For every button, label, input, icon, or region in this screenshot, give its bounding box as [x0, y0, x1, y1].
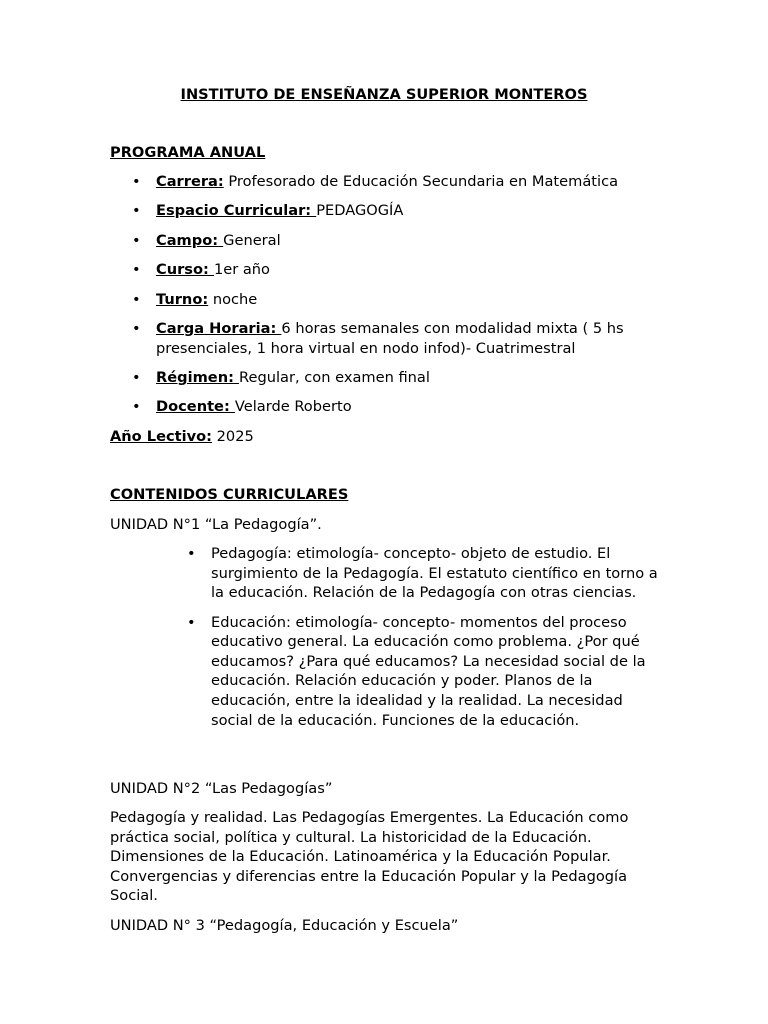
institute-title: INSTITUTO DE ENSEÑANZA SUPERIOR MONTEROS	[180, 86, 588, 103]
academic-year-label: Año Lectivo:	[110, 428, 212, 445]
bullet-icon: •	[187, 613, 196, 631]
program-item-docente	[110, 397, 670, 417]
bullet-icon: •	[132, 398, 141, 416]
bullet-icon: •	[132, 231, 141, 249]
item-value: Regular, con examen final	[239, 368, 430, 386]
unit1-item-text: Pedagogía: etimología- concepto- objeto de estudio. El surgimiento de la Pedagogía. El estatuto científico en torno a la educación. Relación de la Pedagogía con otras ciencias.	[211, 545, 658, 602]
item-label: Carrera:	[156, 173, 224, 190]
item-label: Espacio Curricular:	[156, 202, 317, 220]
item-value: 1er año	[213, 261, 270, 279]
unit2-text: Pedagogía y realidad. Las Pedagogías Emergentes. La Educación como práctica social, política y cultural. La historicidad de la Educación. Dimensiones de la Educación. Latinoamérica y la Educación Popular. Convergencias y diferencias entre la Educación Popular y la Pedagogía Social.	[110, 809, 629, 905]
academic-year-value: 2025	[212, 428, 254, 445]
item-label: Régimen:	[156, 368, 239, 386]
program-item-regimen	[110, 368, 670, 388]
contents-heading: CONTENIDOS CURRICULARES	[110, 486, 349, 503]
item-label: Turno:	[156, 290, 209, 308]
bullet-icon: •	[132, 319, 141, 337]
unit1-item	[165, 544, 665, 603]
item-value: PEDAGOGÍA	[316, 202, 404, 220]
unit1-list	[165, 544, 665, 740]
program-item-turno	[110, 290, 670, 310]
item-value: 6 horas semanales con modalidad mixta ( 5 hs presenciales, 1 hora virtual en nodo infod)- Cuatrimestral	[156, 319, 624, 357]
item-value: Profesorado de Educación Secundaria en Matemática	[223, 173, 619, 190]
program-heading: PROGRAMA ANUAL	[110, 144, 266, 161]
item-label: Curso:	[156, 261, 214, 279]
bullet-icon: •	[132, 261, 141, 279]
bullet-icon: •	[132, 173, 141, 190]
bullet-icon: •	[132, 368, 141, 386]
program-item-campo	[110, 231, 670, 251]
program-info-list	[110, 172, 670, 427]
unit2-title: UNIDAD N°2 “Las Pedagogías”	[110, 780, 333, 797]
item-label: Campo:	[156, 231, 224, 249]
program-item-carrera	[110, 172, 670, 192]
bullet-icon: •	[132, 290, 141, 308]
program-item-curso	[110, 260, 670, 280]
item-label: Docente:	[156, 398, 235, 416]
item-value: General	[223, 231, 281, 249]
item-value: noche	[208, 290, 258, 308]
bullet-icon: •	[132, 202, 141, 220]
program-item-espacio-curricular	[110, 201, 670, 221]
unit3-title: UNIDAD N° 3 “Pedagogía, Educación y Escuela”	[110, 917, 459, 934]
unit1-item-text: Educación: etimología- concepto- momentos del proceso educativo general. La educación como problema. ¿Por qué educamos? ¿Para qué educamos? La necesidad social de la educación. Relación educación y poder. Planos de la educación, entre la idealidad y la realidad. La necesidad social de la educación. Funciones de la educación.	[211, 613, 646, 729]
bullet-icon: •	[187, 545, 196, 562]
academic-year	[110, 427, 650, 447]
unit1-title: UNIDAD N°1 “La Pedagogía”.	[110, 516, 322, 533]
program-item-carga-horaria	[110, 319, 670, 358]
item-value: Velarde Roberto	[234, 398, 352, 416]
item-label: Carga Horaria:	[156, 319, 282, 337]
unit1-item	[165, 613, 665, 731]
